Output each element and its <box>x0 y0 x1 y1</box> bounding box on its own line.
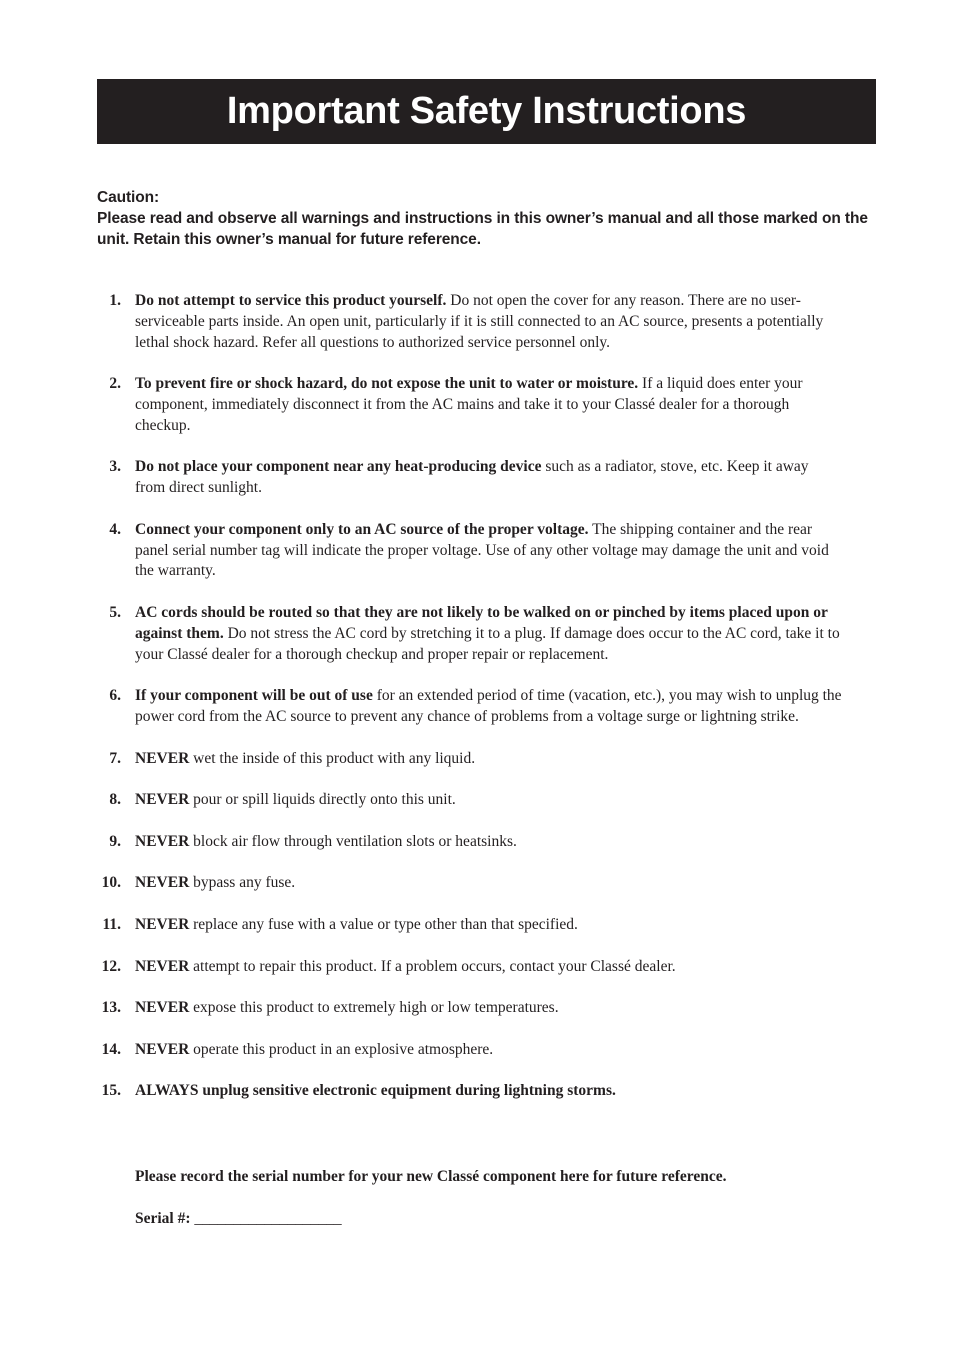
item-text: operate this product in an explosive atmosphere. <box>189 1040 494 1058</box>
item-text: pour or spill liquids directly onto this unit. <box>189 791 456 809</box>
item-text: Do not stress the AC cord by stretching it to a plug. If damage does occur to the AC cord, take it to your Classé dealer for a thorough checkup and proper repair or replacement. <box>135 624 840 663</box>
item-number: 2. <box>109 375 121 393</box>
list-item <box>97 520 842 582</box>
list-item <box>97 873 842 894</box>
caution-text: Please read and observe all warnings and instructions in this owner’s manual and all those marked on the unit. Retain this owner’s manual for future reference. <box>97 210 868 248</box>
item-bold-text: Do not attempt to service this product yourself. <box>135 292 447 309</box>
item-text: The shipping container and the rear panel serial number tag will indicate the proper voltage. Use of any other voltage may damage the unit and void the warranty. <box>135 520 829 580</box>
list-item <box>97 603 842 665</box>
item-bold-text: Connect your component only to an AC source of the proper voltage. <box>135 520 589 538</box>
item-bold-text: NEVER <box>135 874 190 892</box>
title-bar <box>97 79 876 144</box>
item-text: block air flow through ventilation slots or heatsinks. <box>189 832 517 850</box>
item-number: 9. <box>109 832 121 850</box>
item-number: 1. <box>109 292 121 309</box>
item-text: attempt to repair this product. If a problem occurs, contact your Classé dealer. <box>189 957 676 975</box>
item-number: 12. <box>101 957 121 975</box>
item-text: such as a radiator, stove, etc. Keep it away from direct sunlight. <box>135 458 809 497</box>
item-text: expose this product to extremely high or low temperatures. <box>189 999 559 1017</box>
item-bold-text: NEVER <box>135 999 190 1017</box>
item-text: wet the inside of this product with any liquid. <box>189 749 476 767</box>
item-number: 15. <box>101 1082 121 1100</box>
item-bold-text: If your component will be out of use <box>135 687 373 705</box>
item-bold-text: To prevent fire or shock hazard, do not expose the unit to water or moisture. <box>135 375 639 393</box>
serial-field <box>135 1208 342 1229</box>
item-text: Do not open the cover for any reason. There are no user-serviceable parts inside. An open unit, particularly if it is still connected to an AC source, presents a potentially lethal shock hazard. Refer all questions to authorized service personnel only. <box>135 292 824 351</box>
item-number: 8. <box>109 791 121 809</box>
item-bold-text: ALWAYS unplug sensitive electronic equipment during lightning storms. <box>135 1082 616 1100</box>
list-item <box>97 686 842 728</box>
caution-block <box>97 187 882 250</box>
item-number: 11. <box>102 915 121 933</box>
item-bold-text: NEVER <box>135 1040 190 1058</box>
list-item <box>97 457 842 499</box>
list-item <box>97 998 842 1019</box>
item-bold-text: NEVER <box>135 957 190 975</box>
list-item <box>97 749 842 770</box>
record-serial-note: Please record the serial number for your new Classé component here for future reference. <box>135 1168 727 1185</box>
item-number: 7. <box>109 749 121 767</box>
list-item <box>97 1040 842 1061</box>
item-bold-text: NEVER <box>135 832 190 850</box>
item-number: 3. <box>109 458 121 476</box>
list-item <box>97 832 842 853</box>
item-number: 14. <box>101 1040 121 1058</box>
item-number: 5. <box>109 603 121 621</box>
item-number: 13. <box>101 999 121 1017</box>
safety-instructions-list <box>97 291 842 1123</box>
caution-heading: Caution: <box>97 189 160 206</box>
item-bold-text: NEVER <box>135 749 190 767</box>
list-item <box>97 1081 842 1102</box>
list-item <box>97 790 842 811</box>
item-number: 10. <box>101 874 121 892</box>
item-number: 6. <box>109 687 121 705</box>
list-item <box>97 915 842 936</box>
item-text: for an extended period of time (vacation, etc.), you may wish to unplug the power cord from the AC source to prevent any chance of problems from a voltage surge or lightning strike. <box>135 687 842 725</box>
item-bold-text: AC cords should be routed so that they are not likely to be walked on or pinched by items placed upon or against them. <box>135 603 828 642</box>
item-bold-text: Do not place your component near any heat-producing device <box>135 458 542 476</box>
list-item <box>97 957 842 978</box>
item-bold-text: NEVER <box>135 915 190 933</box>
item-text: bypass any fuse. <box>189 874 296 892</box>
item-bold-text: NEVER <box>135 791 190 809</box>
item-text: replace any fuse with a value or type other than that specified. <box>189 915 578 933</box>
item-text: If a liquid does enter your component, immediately disconnect it from the AC mains and take it to your Classé dealer for a thorough checkup. <box>135 375 803 434</box>
serial-blank-line: ___________________ <box>194 1210 342 1227</box>
serial-label: Serial #: <box>135 1210 191 1227</box>
list-item <box>97 374 842 436</box>
list-item <box>97 291 842 353</box>
item-number: 4. <box>109 520 121 538</box>
page-title: Important Safety Instructions <box>226 90 747 132</box>
